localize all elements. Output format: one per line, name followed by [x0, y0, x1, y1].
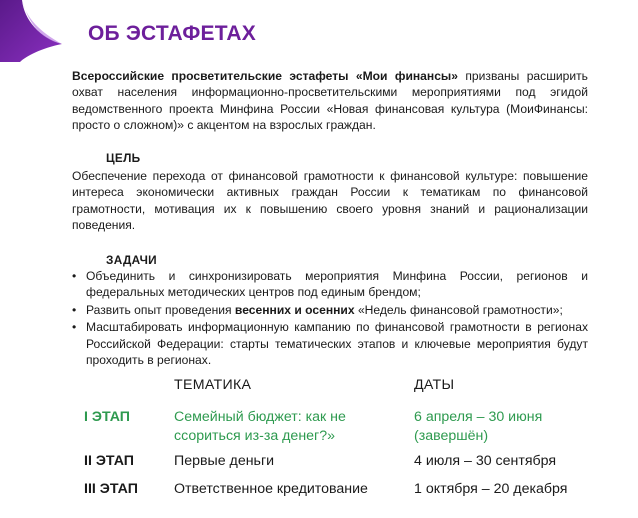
list-item [72, 302, 588, 318]
stage-label: III ЭТАП [84, 481, 138, 497]
dates-column-header: ДАТЫ [414, 377, 455, 393]
intro-rest: призваны расширить охват населения информационно-просветительскими мероприятиями под эгидой ведомственного проекта Минфина России «Новая финансовая культура (МоиФинансы: просто о сложном)» с акцентом на взрослых граждан. [72, 69, 588, 133]
intro-paragraph [72, 68, 588, 134]
topic-column-header: ТЕМАТИКА [174, 377, 252, 393]
list-item [72, 319, 588, 368]
tasks-heading: ЗАДАЧИ [106, 253, 157, 267]
task-text: Масштабировать информационную кампанию по финансовой грамотности в регионах Российской Федерации: старты тематических этапов и ключевые мероприятия будут проходить в регионах. [86, 320, 588, 368]
tasks-list [72, 268, 588, 369]
task-text: Объединить и синхронизировать мероприятия Минфина России, регионов и федеральных методических центров под единым брендом; [86, 269, 588, 300]
table-row [84, 408, 604, 452]
stage-dates: 1 октября – 20 декабря [414, 481, 568, 497]
task-text-after: «Недель финансовой грамотности»; [354, 302, 563, 317]
stages-header-row [84, 376, 604, 408]
corner-logo-shape [0, 0, 70, 62]
intro-bold: Всероссийские просветительские эстафеты «Мои финансы» [72, 69, 458, 83]
stage-dates: 4 июля – 30 сентября [414, 453, 557, 469]
stages-table [84, 376, 604, 508]
table-row [84, 452, 604, 480]
table-row [84, 480, 604, 508]
task-bold: весенних и осенних [234, 302, 355, 317]
stage-topic: Семейный бюджет: как не ссориться из-за денег?» [174, 409, 346, 444]
page-title: ОБ ЭСТАФЕТАХ [88, 22, 257, 45]
stage-dates: 6 апреля – 30 июня (завершён) [414, 409, 543, 444]
goal-heading: ЦЕЛЬ [106, 151, 141, 165]
stage-topic: Первые деньги [174, 453, 275, 469]
list-item [72, 268, 588, 301]
task-text: Развить опыт проведения [86, 302, 235, 317]
stage-topic: Ответственное кредитование [174, 481, 368, 497]
goal-text: Обеспечение перехода от финансовой грамотности к финансовой культуре: повышение интереса экономически активных граждан России к тематикам по финансовой грамотности, мотивация их к повышению своего уровня знаний и рационализации поведения. [72, 169, 588, 233]
stage-label: I ЭТАП [84, 409, 131, 425]
stage-label: II ЭТАП [84, 453, 134, 469]
